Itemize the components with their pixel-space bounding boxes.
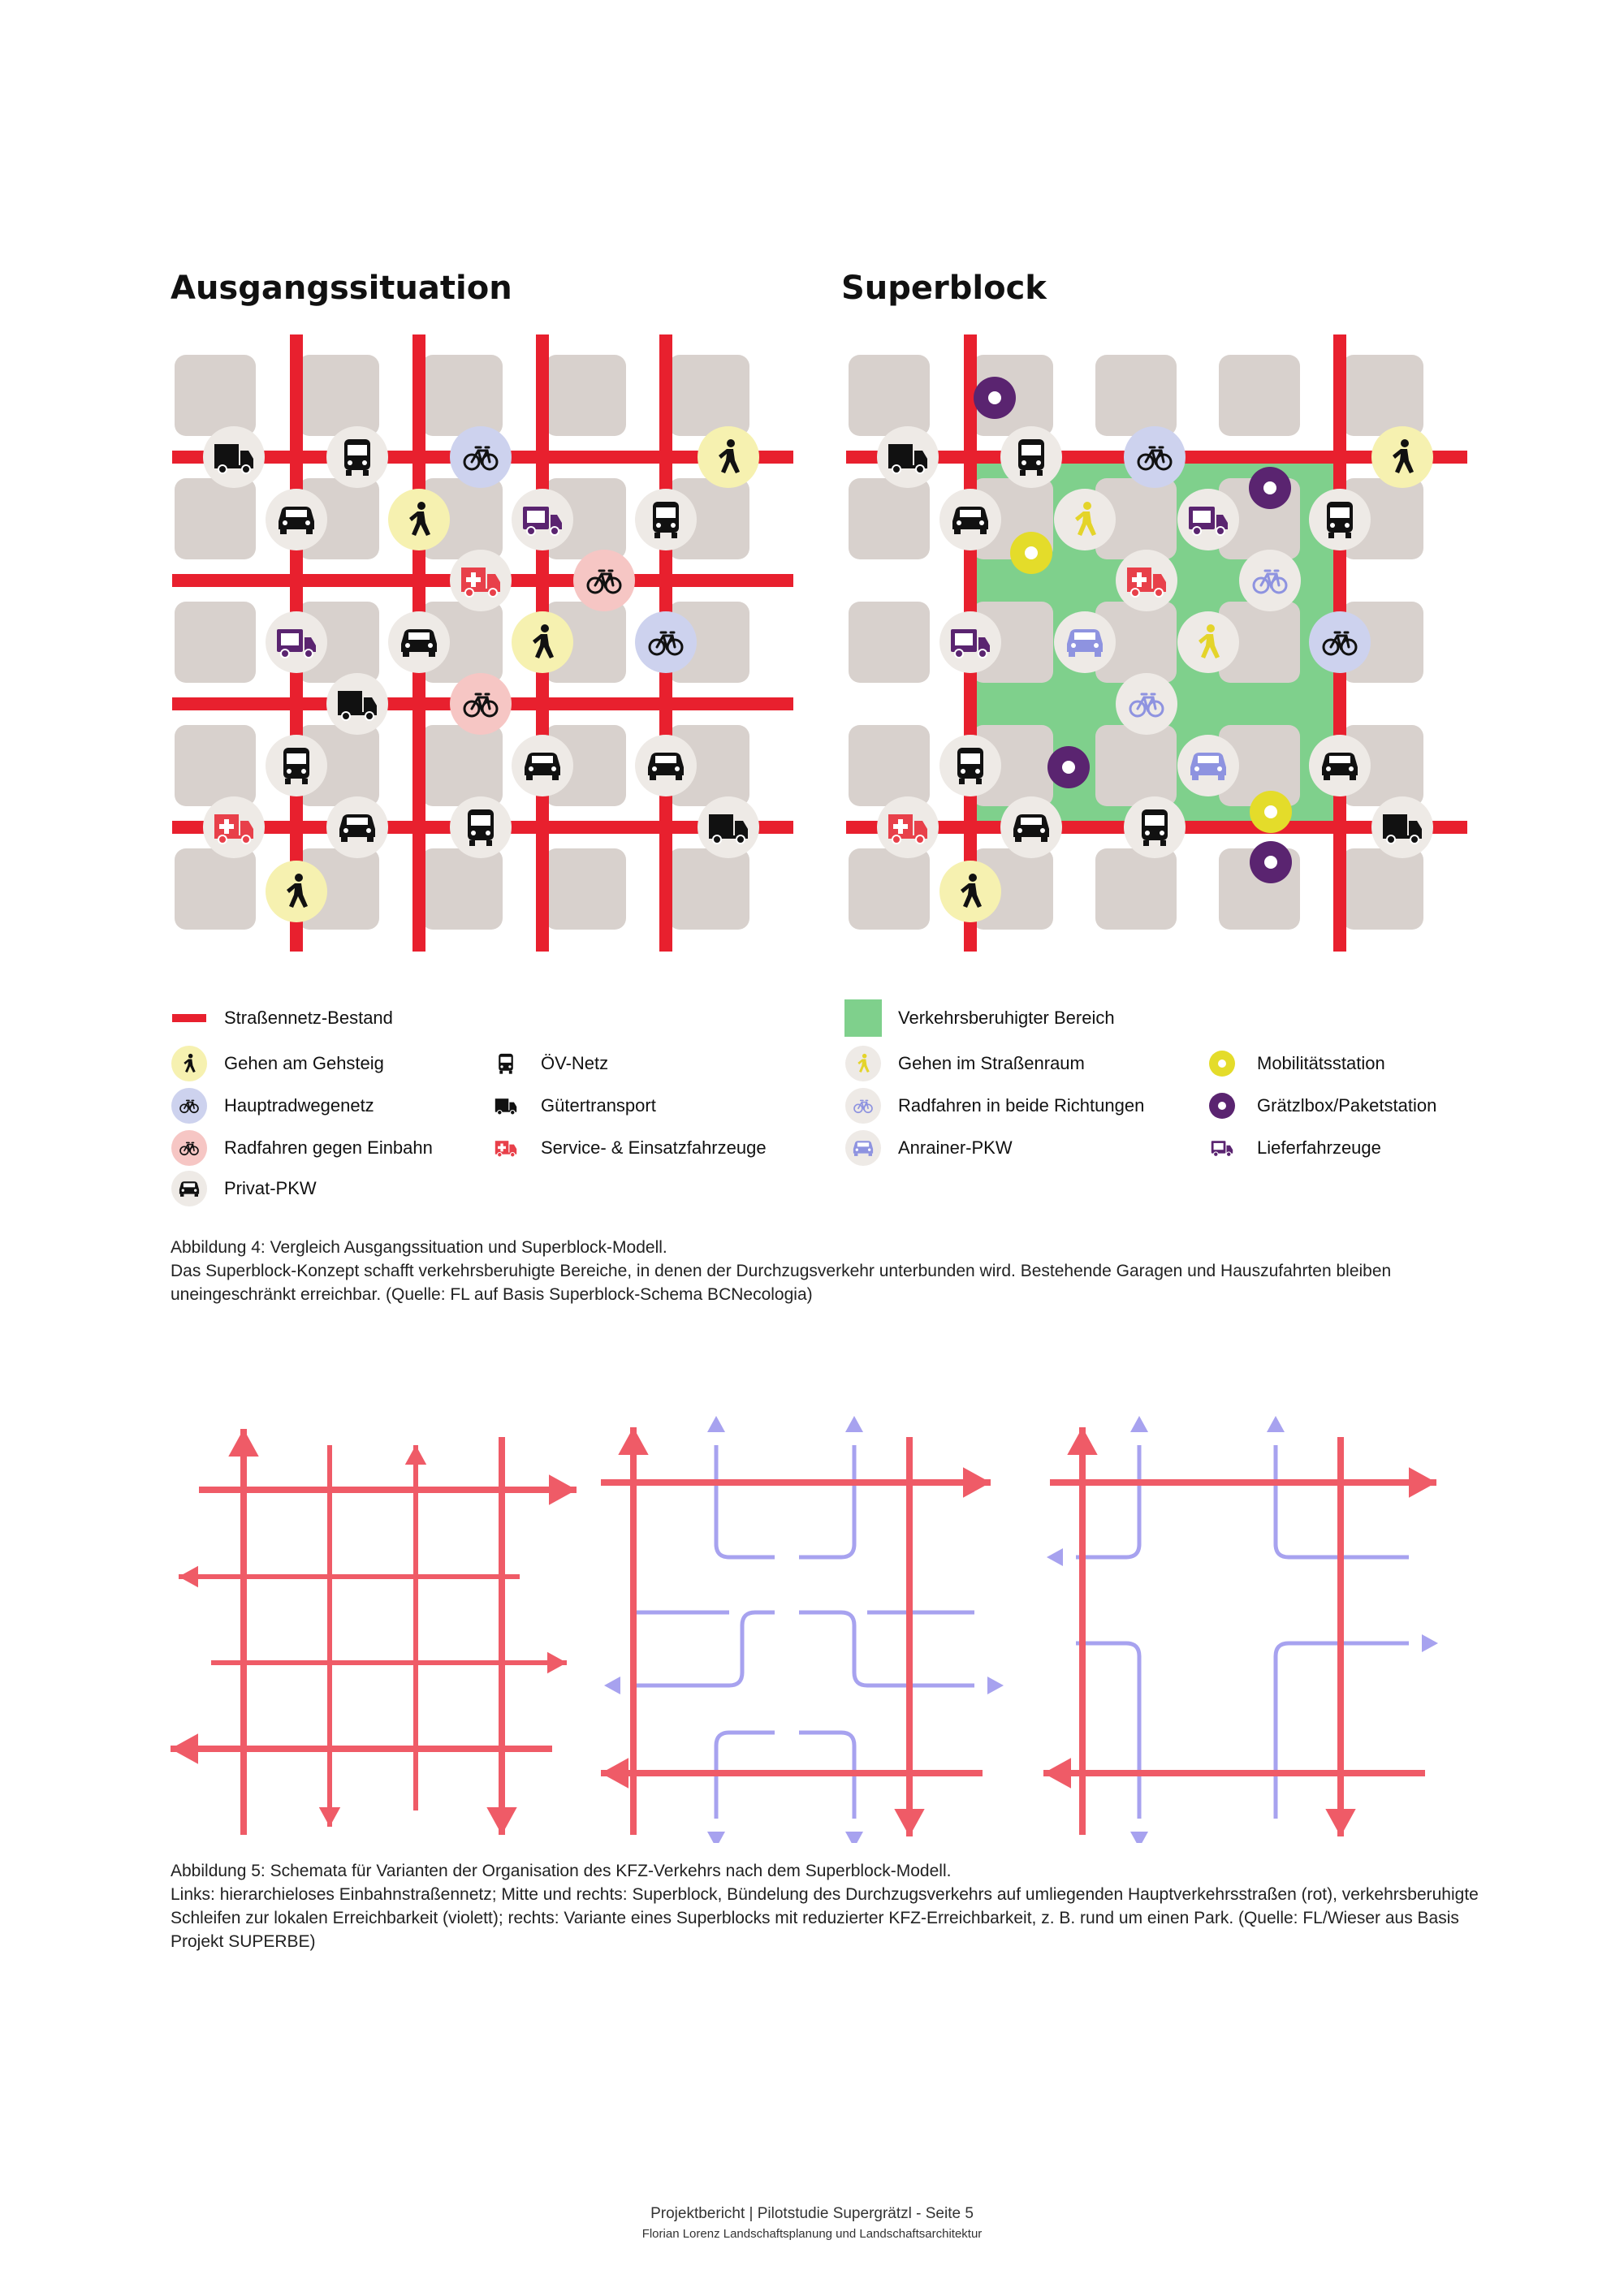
one-way-street-head [405, 1445, 426, 1465]
legend-item [1203, 1130, 1381, 1166]
legend-label: Gehen am Gehsteig [224, 1053, 384, 1073]
truck-icon [488, 1088, 524, 1124]
pedestrian-icon [845, 1046, 881, 1081]
delivery-van-icon [512, 489, 573, 550]
legend-item [844, 1000, 1115, 1036]
city-block [545, 848, 626, 930]
road-bar [171, 999, 208, 1037]
bicycle-icon [844, 1087, 882, 1124]
pedestrian-icon [1177, 611, 1239, 673]
mobility-station-icon [1250, 791, 1292, 833]
one-way-street-head [549, 1474, 577, 1504]
local-loop-head [845, 1832, 863, 1843]
bicycle-icon [171, 1130, 207, 1166]
delivery-van-icon [266, 611, 327, 673]
city-block [175, 355, 256, 436]
bus-icon [326, 426, 388, 488]
mobility-station-icon [1209, 1051, 1235, 1077]
main-road-head [894, 1809, 924, 1836]
local-loop-head [987, 1677, 1004, 1694]
mobility-station-icon [1010, 532, 1052, 574]
city-block [668, 355, 749, 436]
local-loop [633, 1612, 775, 1685]
delivery-van-icon [1203, 1129, 1241, 1167]
local-loop-head [604, 1677, 620, 1694]
diagram-ausgangssituation [162, 325, 812, 966]
one-way-street-head [547, 1652, 567, 1673]
bus-icon [488, 1046, 524, 1081]
mobility-station-icon [1203, 1045, 1241, 1082]
legend-label: Straßennetz-Bestand [224, 1008, 393, 1028]
bicycle-icon [845, 1088, 881, 1124]
pedestrian-icon [512, 611, 573, 673]
legend-label: Privat-PKW [224, 1178, 317, 1198]
parcel-station-icon [1250, 841, 1292, 883]
legend-label: Grätzlbox/Paketstation [1257, 1095, 1437, 1116]
car-icon [171, 1170, 208, 1207]
main-road-head [1043, 1758, 1071, 1788]
truck-icon [698, 796, 759, 858]
one-way-street-head [179, 1566, 198, 1587]
figure5-caption-body: Links: hierarchieloses Einbahnstraßennetz; Mitte und rechts: Superblock, Bündelung des Durchzugsverkehrs auf umliegenden Hauptverkehrsstraßen (rot), verkehrsberuhigte Schleifen zur lokalen Erreichbarkeit (violett); rechts: Variante eines Superblocks mit reduzierter KFZ-Erreichbarkeit, z. B. rund um einen Park. (Quelle: FL/Wieser aus Basis Projekt SUPERBE) [171, 1885, 1484, 1951]
parcel-station-icon [1047, 746, 1090, 788]
delivery-van-icon [939, 611, 1001, 673]
scheme-superblock-park [1043, 1413, 1482, 1843]
car-icon [635, 735, 697, 796]
city-block [849, 478, 930, 559]
city-block [849, 602, 930, 683]
city-block [175, 602, 256, 683]
city-block [298, 355, 379, 436]
one-way-street-head [486, 1807, 516, 1835]
bicycle-icon [171, 1088, 207, 1124]
local-loop-head [1130, 1416, 1148, 1432]
bicycle-icon [171, 1087, 208, 1124]
truck-icon [877, 426, 939, 488]
one-way-street-head [171, 1733, 198, 1763]
scheme-one-way-grid [162, 1413, 601, 1843]
bicycle-icon [1239, 550, 1301, 611]
city-block [668, 848, 749, 930]
car-icon [388, 611, 450, 673]
main-road-head [1067, 1427, 1097, 1455]
local-loop [716, 1445, 775, 1557]
legend-item [171, 1171, 317, 1206]
legend-item [844, 1130, 1013, 1166]
bus-icon [450, 796, 512, 858]
truck-icon [203, 426, 265, 488]
legend-item [171, 1130, 433, 1166]
legend-item [487, 1088, 656, 1124]
parcel-station-icon [974, 377, 1016, 419]
city-block [545, 355, 626, 436]
city-block [849, 355, 930, 436]
green-area-swatch [844, 999, 882, 1037]
city-block [1095, 725, 1177, 806]
bicycle-icon [171, 1129, 208, 1167]
main-road-head [1325, 1809, 1355, 1836]
ambulance-icon [877, 796, 939, 858]
main-road-head [601, 1758, 628, 1788]
legend-label: Hauptradwegenetz [224, 1095, 374, 1116]
city-block [1095, 848, 1177, 930]
footer-title: Projektbericht | Pilotstudie Supergrätzl - Seite 5 [650, 2205, 974, 2222]
figure5-caption [171, 1859, 1486, 1953]
pedestrian-icon [939, 861, 1001, 922]
truck-icon [487, 1087, 525, 1124]
local-loop-head [1047, 1548, 1063, 1566]
pedestrian-icon [171, 1045, 208, 1082]
car-icon [1309, 735, 1371, 796]
one-way-street-head [319, 1807, 340, 1827]
one-way-street-head [228, 1429, 258, 1457]
city-block [1342, 355, 1423, 436]
bus-icon [487, 1045, 525, 1082]
city-block [421, 355, 503, 436]
legend-label: Verkehrsberuhigter Bereich [898, 1008, 1115, 1028]
delivery-van-icon [1177, 489, 1239, 550]
city-block [421, 725, 503, 806]
legend-label: Gehen im Straßenraum [898, 1053, 1085, 1073]
car-icon [512, 735, 573, 796]
legend-label: Service- & Einsatzfahrzeuge [541, 1137, 767, 1158]
city-block [175, 478, 256, 559]
city-block [421, 848, 503, 930]
legend-item [487, 1130, 767, 1166]
bus-icon [1124, 796, 1186, 858]
bicycle-icon [1116, 673, 1177, 735]
city-block [175, 725, 256, 806]
pedestrian-icon [698, 426, 759, 488]
ambulance-icon [488, 1130, 524, 1166]
car-icon [844, 1129, 882, 1167]
main-road-head [1409, 1467, 1436, 1497]
figure4-left-title: Ausgangssituation [171, 270, 512, 307]
local-loop-head [1422, 1634, 1438, 1652]
pedestrian-icon [844, 1045, 882, 1082]
bicycle-icon [635, 611, 697, 673]
car-icon [171, 1171, 207, 1206]
city-block [1219, 355, 1300, 436]
city-block [849, 725, 930, 806]
legend-label: Anrainer-PKW [898, 1137, 1013, 1158]
bicycle-icon [1124, 426, 1186, 488]
city-block [849, 848, 930, 930]
legend-label: Radfahren gegen Einbahn [224, 1137, 433, 1158]
local-loop-head [845, 1416, 863, 1432]
car-icon [1000, 796, 1062, 858]
figure5-caption-title: Abbildung 5: Schemata für Varianten der Organisation des KFZ-Verkehrs nach dem Superblock-Modell. [171, 1862, 952, 1880]
figure4-caption-title: Abbildung 4: Vergleich Ausgangssituation und Superblock-Modell. [171, 1238, 667, 1257]
main-road-head [963, 1467, 991, 1497]
city-block [1342, 848, 1423, 930]
parcel-station-icon [1249, 467, 1291, 509]
bicycle-icon [1309, 611, 1371, 673]
truck-icon [326, 673, 388, 735]
ambulance-icon [450, 550, 512, 611]
bicycle-icon [573, 550, 635, 611]
main-road-head [618, 1427, 648, 1455]
car-icon [1054, 611, 1116, 673]
bus-icon [1000, 426, 1062, 488]
local-loop [799, 1445, 854, 1557]
delivery-van-icon [1204, 1130, 1240, 1166]
ambulance-icon [1116, 550, 1177, 611]
car-icon [326, 796, 388, 858]
road-legend-bar [172, 1014, 206, 1022]
legend-label: ÖV-Netz [541, 1053, 609, 1073]
bicycle-icon [450, 673, 512, 735]
figure4-caption-body: Das Superblock-Konzept schafft verkehrsberuhigte Bereiche, in denen der Durchzugsverkehr unterbunden wird. Bestehende Garagen und Hauszufahrten bleiben uneingeschränkt erreichbar. (Quelle: FL auf Basis Superblock-Schema BCNecologia) [171, 1262, 1397, 1304]
city-block [1095, 355, 1177, 436]
legend-label: Gütertransport [541, 1095, 656, 1116]
parcel-station-icon [1203, 1087, 1241, 1124]
truck-icon [1371, 796, 1433, 858]
pedestrian-icon [388, 489, 450, 550]
local-loop-head [707, 1832, 725, 1843]
legend-item [844, 1046, 1085, 1081]
legend-item [1203, 1088, 1436, 1124]
local-loop-head [1130, 1832, 1148, 1843]
footer-author: Florian Lorenz Landschaftsplanung und Landschaftsarchitektur [641, 2227, 983, 2241]
ambulance-icon [487, 1129, 525, 1167]
legend-item [171, 1088, 374, 1124]
city-block [175, 848, 256, 930]
car-icon [845, 1130, 881, 1166]
pedestrian-icon [1054, 489, 1116, 550]
local-loop-head [1267, 1416, 1285, 1432]
legend-item [1203, 1046, 1385, 1081]
bus-icon [939, 735, 1001, 796]
diagram-superblock [836, 325, 1486, 966]
figure4-right-title: Superblock [841, 270, 1047, 307]
bus-icon [266, 735, 327, 796]
bicycle-icon [450, 426, 512, 488]
local-loop-head [707, 1416, 725, 1432]
legend-item [844, 1088, 1144, 1124]
ambulance-icon [203, 796, 265, 858]
pedestrian-icon [266, 861, 327, 922]
pedestrian-icon [1371, 426, 1433, 488]
green-area [844, 999, 882, 1037]
legend-label: Mobilitätsstation [1257, 1053, 1385, 1073]
local-loop [799, 1612, 974, 1685]
scheme-superblock [601, 1413, 1039, 1843]
legend-label: Radfahren in beide Richtungen [898, 1095, 1145, 1116]
legend-item [171, 1046, 384, 1081]
figure4-caption [171, 1236, 1486, 1306]
legend-label: Lieferfahrzeuge [1257, 1137, 1381, 1158]
car-icon [1177, 735, 1239, 796]
bus-icon [635, 489, 697, 550]
parcel-station-icon [1209, 1093, 1235, 1119]
bus-icon [1309, 489, 1371, 550]
car-icon [939, 489, 1001, 550]
car-icon [266, 489, 327, 550]
legend-item [487, 1046, 608, 1081]
pedestrian-icon [171, 1046, 207, 1081]
legend-item [171, 1000, 393, 1036]
